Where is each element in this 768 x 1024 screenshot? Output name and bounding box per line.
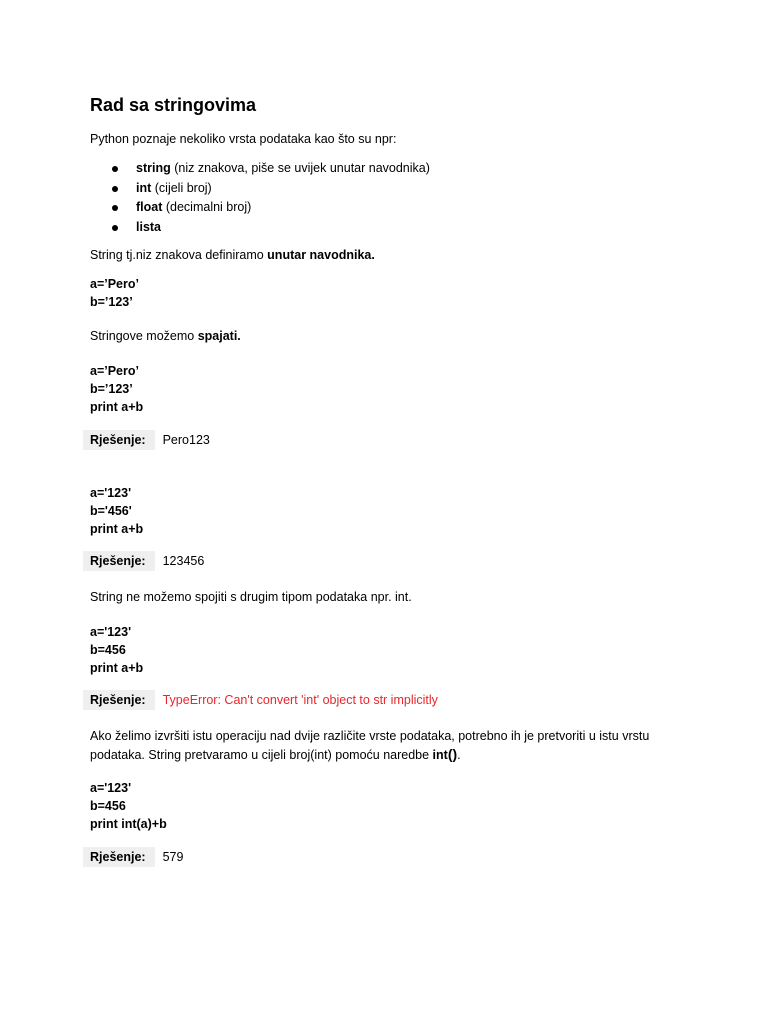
code-line: print a+b: [90, 522, 144, 536]
heading-bold: spajati.: [197, 329, 241, 343]
list-item: [112, 179, 430, 199]
code-line: print a+b: [90, 400, 144, 414]
code-line: b=’123’: [90, 295, 133, 309]
type-term: float: [136, 200, 163, 214]
bullet-icon: [112, 205, 118, 211]
type-desc: (niz znakova, piše se uvijek unutar navodnika): [170, 161, 430, 175]
result-row-4: [83, 847, 183, 867]
type-term: lista: [136, 219, 162, 234]
code-line: b=456: [90, 643, 126, 657]
type-desc: (decimalni broj): [162, 200, 252, 214]
bullet-icon: [112, 166, 118, 172]
result-label: Rješenje:: [83, 690, 155, 710]
code-line: b=’123’: [90, 382, 133, 396]
code-block-5: [90, 779, 167, 833]
code-line: print a+b: [90, 661, 144, 675]
definition-bold: unutar navodnika.: [267, 248, 375, 262]
concat-heading: [90, 327, 241, 345]
definition-text: String tj.niz znakova definiramo: [90, 248, 268, 262]
result-value: Pero123: [162, 433, 210, 447]
bullet-icon: [112, 186, 118, 192]
result-row-1: [83, 430, 210, 450]
convert-paragraph: [90, 727, 649, 764]
page-title: Rad sa stringovima: [90, 95, 257, 115]
code-block-4: [90, 623, 143, 677]
type-term: string: [136, 161, 171, 175]
list-item: [112, 159, 430, 179]
result-row-3: [83, 690, 438, 710]
type-desc: (cijeli broj): [151, 180, 212, 195]
paragraph-end: .: [457, 748, 461, 762]
error-message: TypeError: Can't convert 'int' object to str implicitly: [162, 693, 438, 707]
data-types-list: [112, 159, 430, 237]
result-label: Rješenje:: [83, 847, 155, 867]
type-term: int: [136, 180, 152, 195]
code-line: a='123': [90, 486, 132, 500]
code-block-2: [90, 362, 143, 416]
paragraph-line: Ako želimo izvršiti istu operaciju nad dvije različite vrste podataka, potrebno ih je pretvoriti u istu vrstu: [90, 729, 650, 743]
intro-paragraph: Python poznaje nekoliko vrsta podataka kao što su npr:: [90, 132, 397, 146]
result-value: 579: [162, 850, 184, 864]
code-line: b=456: [90, 799, 126, 813]
code-line: b='456': [90, 504, 132, 518]
paragraph-line: [90, 745, 649, 764]
string-definition: [90, 246, 375, 264]
function-name: int: [432, 748, 448, 762]
code-line: a=’Pero’: [90, 277, 139, 291]
code-line: a='123': [90, 781, 132, 795]
code-block-1: [90, 275, 139, 311]
list-item: [112, 198, 430, 218]
result-row-2: [83, 551, 204, 571]
result-label: Rješenje:: [83, 430, 155, 450]
function-parens: (): [447, 746, 458, 762]
result-value: 123456: [162, 554, 205, 568]
paragraph-text: podataka. String pretvaramo u cijeli broj(int) pomoću naredbe: [90, 748, 433, 762]
mix-heading: String ne možemo spojiti s drugim tipom podataka npr. int.: [90, 590, 412, 604]
code-block-3: [90, 484, 143, 538]
code-line: a=’Pero’: [90, 364, 139, 378]
result-label: Rješenje:: [83, 551, 155, 571]
code-line: a='123': [90, 625, 132, 639]
heading-text: Stringove možemo: [90, 329, 198, 343]
code-line: print int(a)+b: [90, 817, 167, 831]
list-item: [112, 218, 430, 238]
bullet-icon: [112, 225, 118, 231]
